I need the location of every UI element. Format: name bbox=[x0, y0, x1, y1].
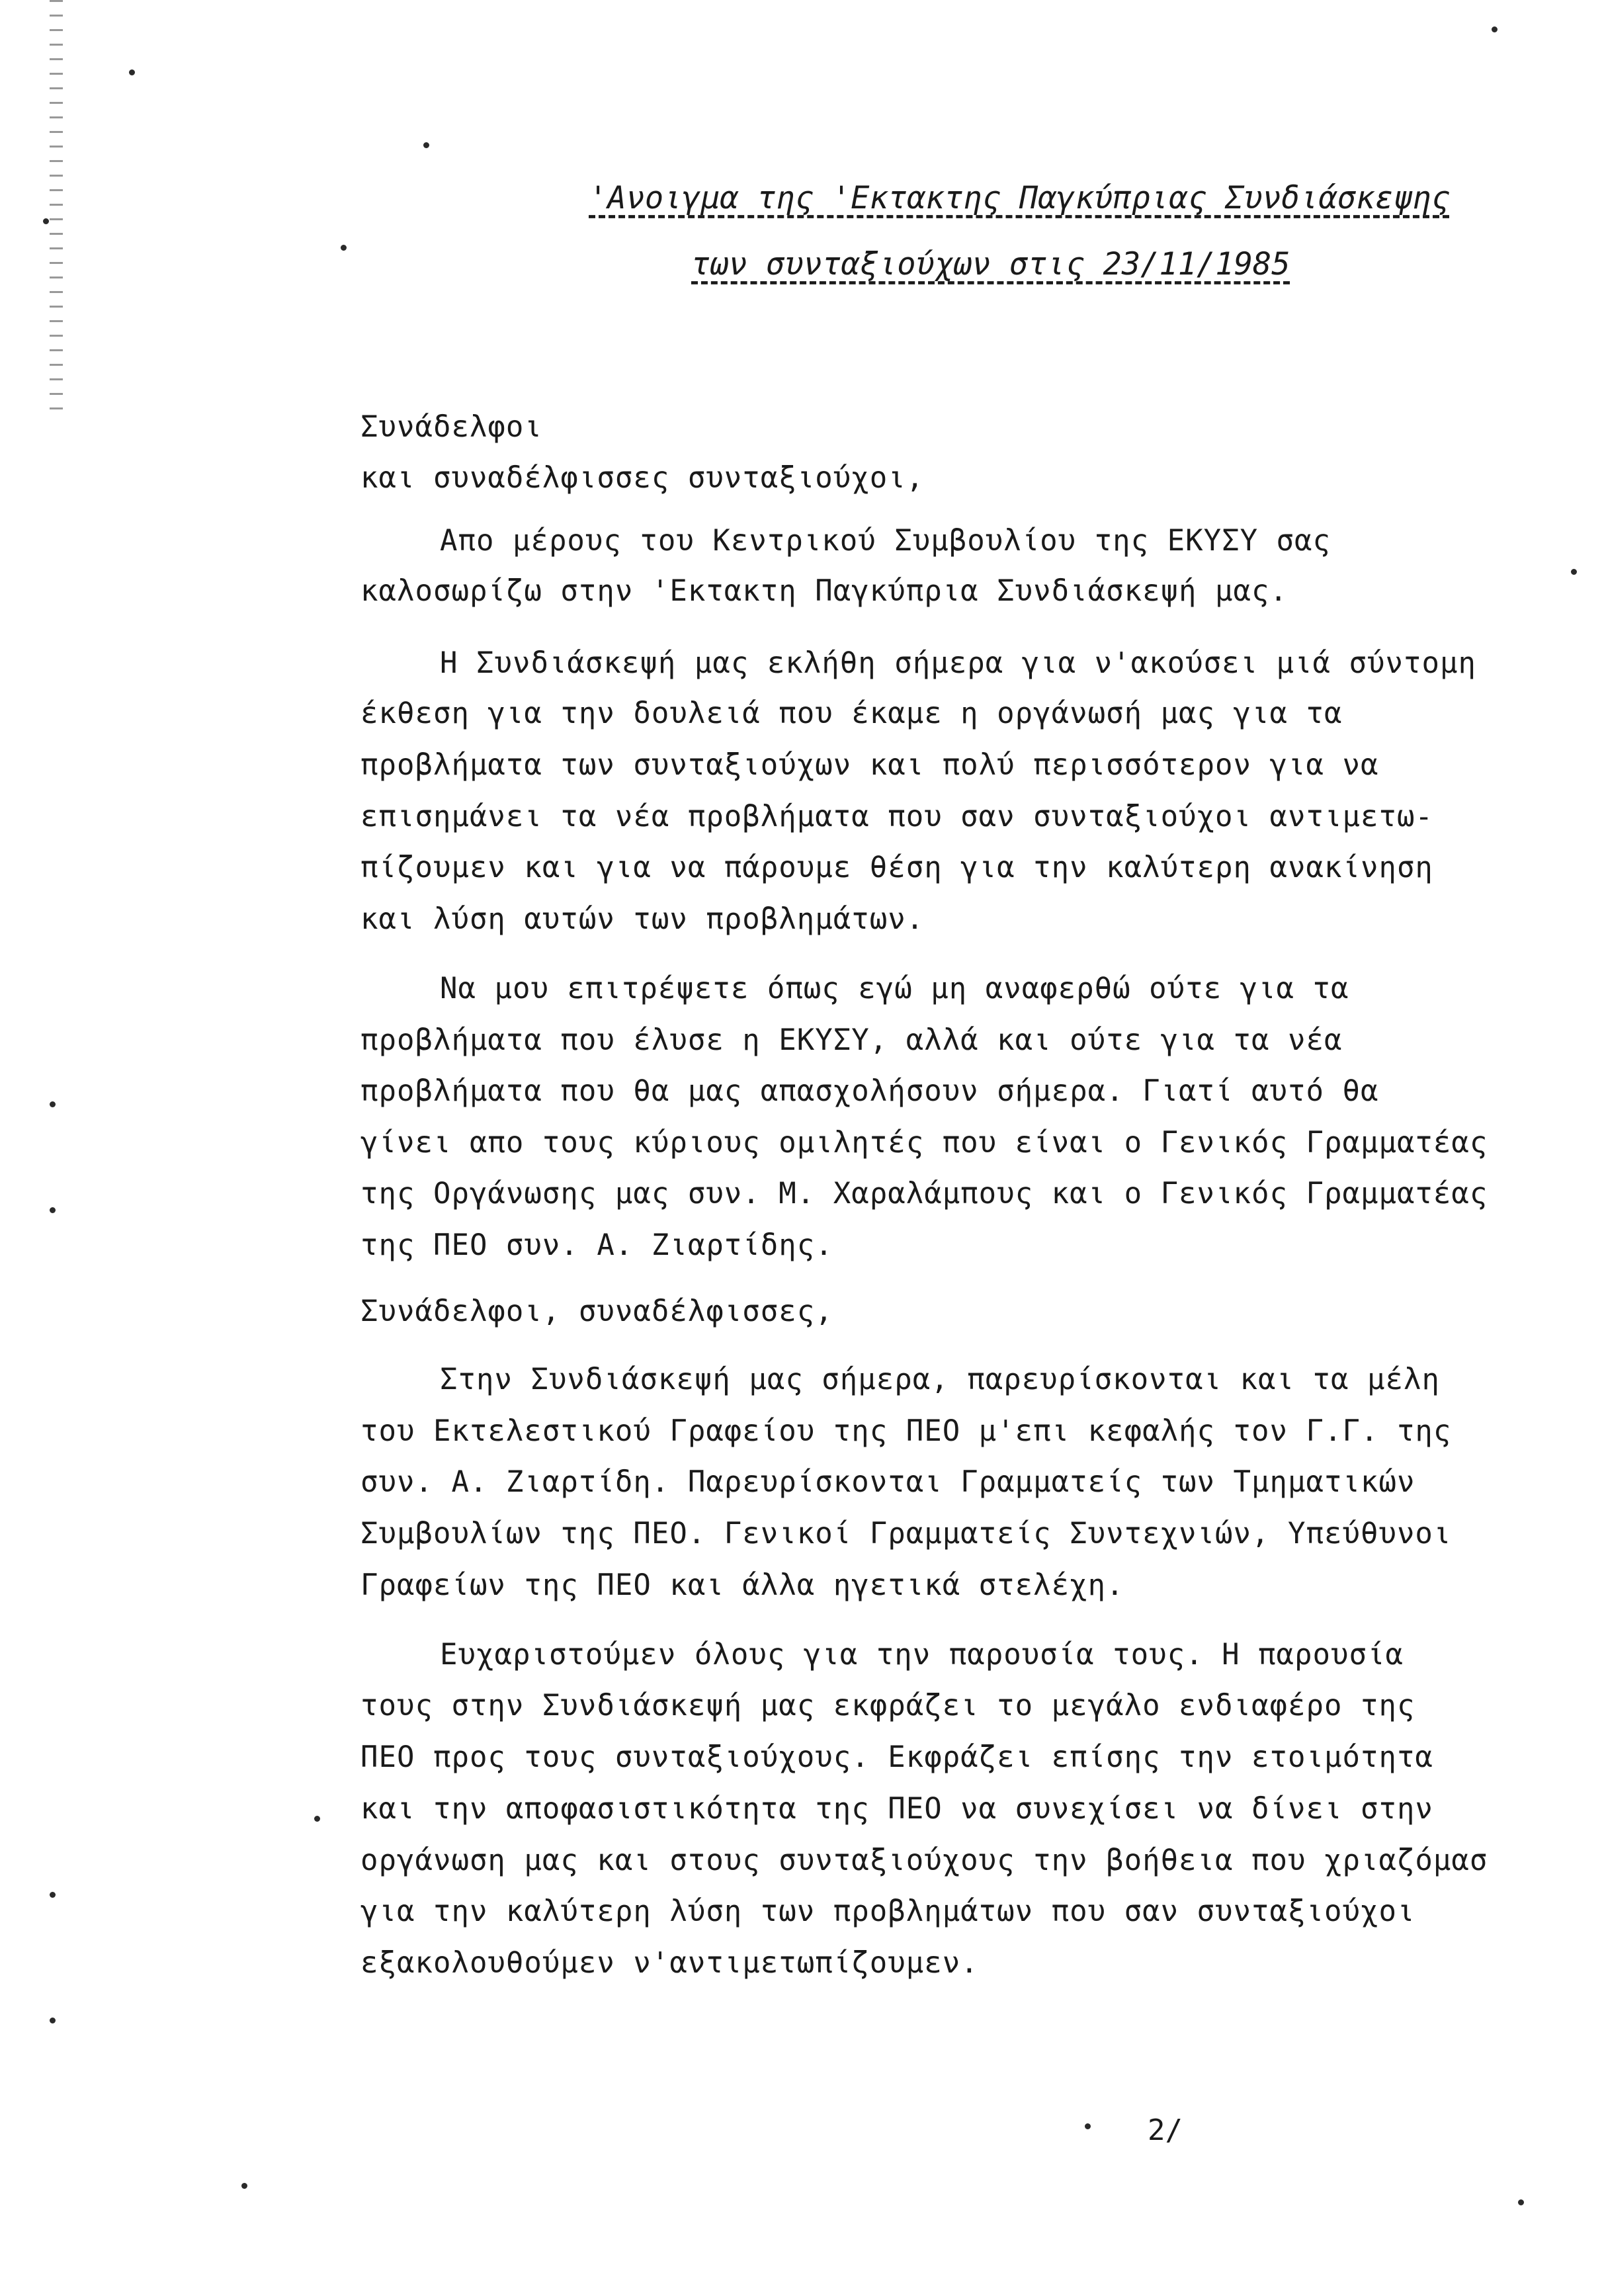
scan-speck bbox=[1518, 2199, 1524, 2205]
salutation-line: Συνάδελφοι bbox=[360, 410, 542, 444]
title-line-2: των συνταξιούχων στις 23/11/1985 bbox=[691, 246, 1290, 282]
scan-speck bbox=[241, 2183, 247, 2189]
paragraph-line: γίνει απο τους κύριους ομιλητές που είναι ο Γενικός Γραμματέας bbox=[360, 1126, 1488, 1160]
paragraph-line: προβλήματα που θα μας απασχολήσουν σήμερα. Γιατί αυτό θα bbox=[360, 1074, 1379, 1108]
paragraph-line: της ΠΕΟ συν. Α. Ζιαρτίδης. bbox=[360, 1228, 833, 1262]
paragraph-line: και την αποφασιστικότητα της ΠΕΟ να συνεχίσει να δίνει στην bbox=[360, 1792, 1433, 1826]
paragraph-line: συν. Α. Ζιαρτίδη. Παρευρίσκονται Γραμματείς των Τμηματικών bbox=[360, 1465, 1415, 1499]
paragraph-line: ΠΕΟ προς τους συνταξιούχους. Εκφράζει επίσης την ετοιμότητα bbox=[360, 1740, 1433, 1774]
paragraph-line: Στην Συνδιάσκεψή μας σήμερα, παρευρίσκονται και τα μέλη bbox=[440, 1363, 1440, 1396]
paragraph-line: προβλήματα των συνταξιούχων και πολύ περισσότερον για να bbox=[360, 748, 1379, 782]
paragraph-line: πίζουμεν και για να πάρουμε θέση για την καλύτερη ανακίνηση bbox=[360, 851, 1433, 884]
page-number: 2/ bbox=[1148, 2113, 1183, 2147]
paragraph-line: Ευχαριστούμεν όλους για την παρουσία τους. Η παρουσία bbox=[440, 1638, 1404, 1672]
salutation-line: Συνάδελφοι, συναδέλφισσες, bbox=[360, 1295, 833, 1328]
paragraph-line: έκθεση για την δουλειά που έκαμε η οργάνωσή μας για τα bbox=[360, 697, 1343, 730]
scan-speck bbox=[50, 1892, 56, 1898]
paragraph-line: προβλήματα που έλυσε η ΕΚΥΣΥ, αλλά και ούτε για τα νέα bbox=[360, 1023, 1343, 1057]
paragraph-line: εξακολουθούμεν ν'αντιμετωπίζουμεν. bbox=[360, 1946, 979, 1980]
paragraph-line: Απο μέρους του Κεντρικού Συμβουλίου της ΕΚΥΣΥ σας bbox=[440, 524, 1331, 558]
scan-speck bbox=[1571, 569, 1577, 575]
paragraph-line: Η Συνδιάσκεψή μας εκλήθη σήμερα για ν'ακούσει μιά σύντομη bbox=[440, 646, 1476, 680]
scan-speck bbox=[50, 1101, 56, 1107]
scan-speck bbox=[341, 245, 347, 251]
title-line-1: 'Ανοιγμα της 'Εκτακτης Παγκύπριας Συνδιάσκεψης bbox=[589, 180, 1450, 216]
paragraph-line: για την καλύτερη λύση των προβλημάτων που σαν συνταξιούχοι bbox=[360, 1894, 1415, 1928]
scan-speck bbox=[423, 142, 429, 148]
scan-speck bbox=[314, 1816, 320, 1822]
salutation-line: και συναδέλφισσες συνταξιούχοι, bbox=[360, 461, 925, 495]
paragraph-line: Να μου επιτρέψετε όπως εγώ μη αναφερθώ ούτε για τα bbox=[440, 972, 1349, 1005]
paragraph-line: οργάνωση μας και στους συνταξιούχους την βοήθεια που χριαζόμασ bbox=[360, 1844, 1488, 1877]
scan-speck bbox=[50, 1207, 56, 1213]
paragraph-line: της Οργάνωσης μας συν. Μ. Χαραλάμπους και ο Γενικός Γραμματέας bbox=[360, 1177, 1488, 1211]
scan-speck bbox=[50, 2018, 56, 2023]
scan-speck bbox=[43, 218, 49, 224]
scan-margin-artifacts bbox=[50, 0, 63, 410]
paragraph-line: και λύση αυτών των προβλημάτων. bbox=[360, 902, 925, 936]
scan-speck bbox=[1085, 2123, 1091, 2129]
scan-speck bbox=[129, 69, 135, 75]
paragraph-line: Γραφείων της ΠΕΟ και άλλα ηγετικά στελέχη. bbox=[360, 1568, 1124, 1602]
scan-speck bbox=[1492, 26, 1498, 32]
paragraph-line: καλοσωρίζω στην 'Εκτακτη Παγκύπρια Συνδιάσκεψή μας. bbox=[360, 574, 1288, 608]
paragraph-line: επισημάνει τα νέα προβλήματα που σαν συνταξιούχοι αντιμετω- bbox=[360, 800, 1433, 833]
paragraph-line: του Εκτελεστικού Γραφείου της ΠΕΟ μ'επι κεφαλής τον Γ.Γ. της bbox=[360, 1414, 1452, 1448]
paragraph-line: Συμβουλίων της ΠΕΟ. Γενικοί Γραμματείς Συντεχνιών, Υπεύθυνοι bbox=[360, 1517, 1452, 1551]
paragraph-line: τους στην Συνδιάσκεψή μας εκφράζει το μεγάλο ενδιαφέρο της bbox=[360, 1689, 1415, 1722]
